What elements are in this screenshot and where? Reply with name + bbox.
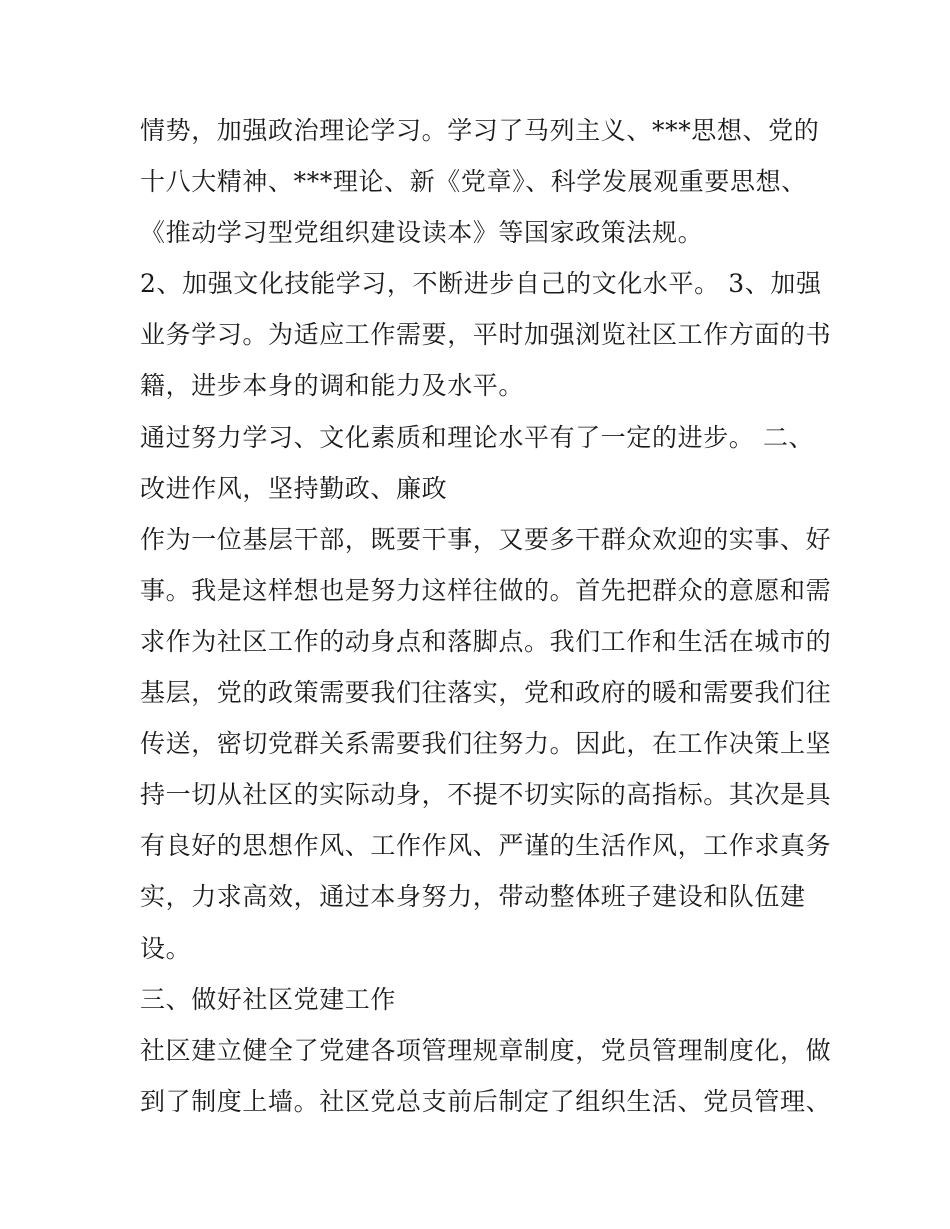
text-line: 2、加强文化技能学习，不断进步自己的文化水平。 3、加强: [140, 269, 822, 299]
text-line: 有良好的思想作风、工作作风、严谨的生活作风，工作求真务: [140, 831, 832, 861]
text-line: 求作为社区工作的动身点和落脚点。我们工作和生活在城市的: [140, 626, 832, 656]
text-line: 实，力求高效，通过本身努力，带动整体班子建设和队伍建: [140, 882, 806, 912]
text-line: 业务学习。为适应工作需要，平时加强浏览社区工作方面的书: [140, 320, 832, 350]
text-line: 基层，党的政策需要我们往落实，党和政府的暖和需要我们往: [140, 678, 832, 708]
text-line: 籍，进步本身的调和能力及水平。: [140, 371, 525, 401]
text-line: 作为一位基层干部，既要干事，又要多干群众欢迎的实事、好: [140, 524, 832, 554]
text-line: 持一切从社区的实际动身，不提不切实际的高指标。其次是具: [140, 780, 832, 810]
text-line: 设。: [140, 933, 192, 963]
document-body: [140, 105, 832, 1127]
text-line: 到了制度上墙。社区党总支前后制定了组织生活、党员管理、: [140, 1086, 832, 1116]
text-line: 事。我是这样想也是努力这样往做的。首先把群众的意愿和需: [140, 575, 832, 605]
text-line: 《推动学习型党组织建设读本》等国家政策法规。: [140, 218, 704, 248]
text-line: 社区建立健全了党建各项管理规章制度，党员管理制度化，做: [140, 1035, 832, 1065]
text-line: 传送，密切党群关系需要我们往努力。因此，在工作决策上坚: [140, 729, 832, 759]
section-heading: 三、做好社区党建工作: [140, 984, 397, 1014]
text-line: 通过努力学习、文化素质和理论水平有了一定的进步。 二、: [140, 422, 815, 452]
text-line: 十八大精神、***理论、新《党章》、科学发展观重要思想、: [140, 167, 807, 197]
text-line: 情势，加强政治理论学习。学习了马列主义、***思想、党的: [140, 116, 820, 145]
section-heading: 改进作风，坚持勤政、廉政: [140, 473, 448, 503]
